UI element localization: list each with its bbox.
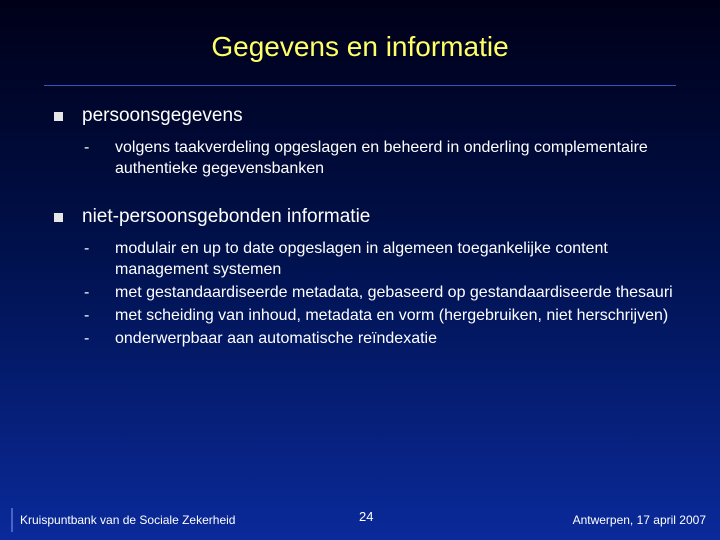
bullet-item [54, 104, 694, 181]
sub-item-text: met gestandaardiseerde metadata, gebaseerd op gestandaardiseerde thesauri [115, 284, 673, 301]
title-divider [44, 85, 676, 86]
square-bullet-icon [54, 213, 63, 222]
bullet-row [54, 205, 694, 229]
bullet-row [54, 104, 694, 128]
dash-marker: - [84, 284, 90, 301]
slide-title: Gegevens en informatie [211, 31, 509, 62]
dash-marker: - [84, 330, 90, 347]
bullet-text: niet-persoonsgebonden informatie [82, 206, 371, 227]
sub-item-text: volgens taakverdeling opgeslagen en beheerd in onderling complementaire authentieke gegevensbanken [115, 139, 648, 177]
dash-marker: - [84, 307, 90, 324]
sub-item-text: modulair en up to date opgeslagen in algemeen toegankelijke content management systemen [115, 240, 608, 278]
sub-item [84, 328, 694, 349]
sub-item-text: onderwerpbaar aan automatische reïndexatie [115, 330, 437, 347]
square-bullet-icon [54, 112, 63, 121]
dash-marker: - [84, 240, 90, 257]
dash-marker: - [84, 139, 90, 156]
sub-item [84, 137, 694, 179]
sub-list [54, 137, 694, 179]
sub-list [54, 238, 694, 349]
sub-item [84, 305, 694, 326]
sub-item [84, 282, 694, 303]
page-number: 24 [359, 509, 374, 524]
bullet-item [54, 205, 694, 351]
sub-item [84, 238, 694, 280]
bullet-text: persoonsgegevens [82, 105, 243, 126]
footer-date-location: Antwerpen, 17 april 2007 [572, 513, 706, 527]
footer-accent-bar [11, 508, 13, 532]
footer-organization: Kruispuntbank van de Sociale Zekerheid [20, 513, 236, 527]
sub-item-text: met scheiding van inhoud, metadata en vorm (hergebruiken, niet herschrijven) [115, 307, 669, 324]
